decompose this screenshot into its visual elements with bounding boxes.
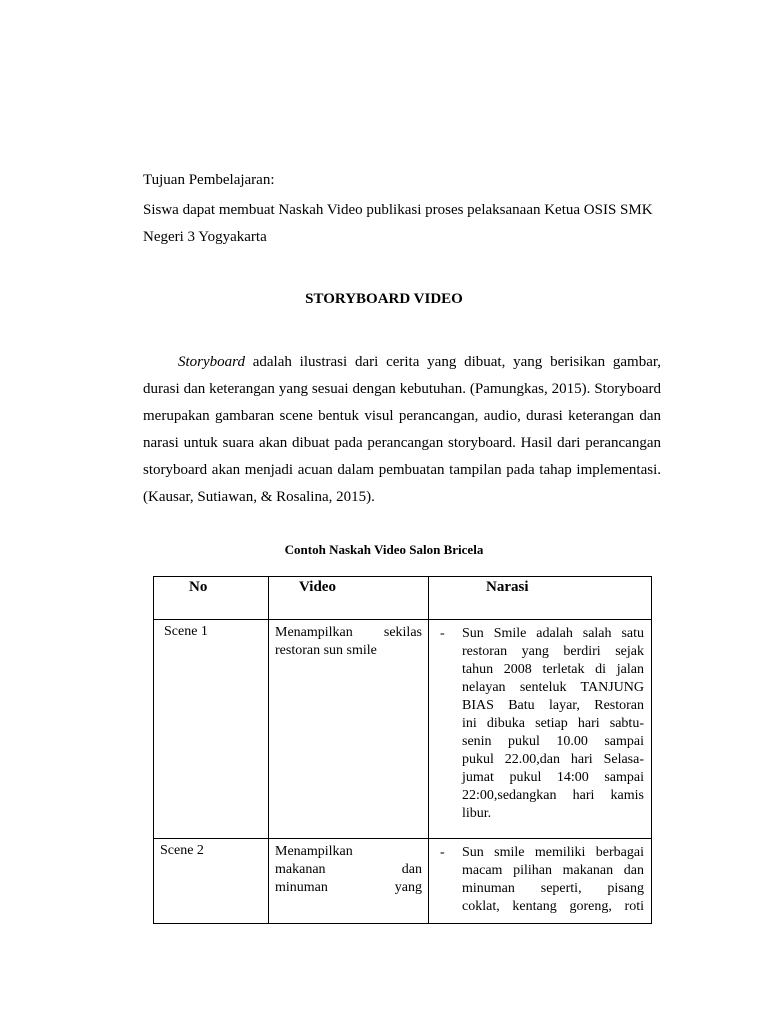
paragraph-line: (Kausar, Sutiawan, & Rosalina, 2015). xyxy=(143,489,375,505)
paragraph-line: storyboard akan menjadi acuan dalam pembuatan tampilan pada tahap implementasi. xyxy=(143,462,661,478)
goal-label: Tujuan Pembelajaran: xyxy=(143,172,275,188)
row-narasi: - Sun smile memiliki berbagai macam pilihan makanan dan minuman seperti, pisang coklat, kentang goreng, roti xyxy=(429,839,652,924)
goal-line-2: Negeri 3 Yogyakarta xyxy=(143,229,267,245)
header-video: Video xyxy=(269,577,429,620)
row-video: Menampilkan sekilas restoran sun smile xyxy=(269,620,429,839)
table-row xyxy=(154,620,652,839)
bullet-dash: - xyxy=(440,626,445,641)
header-no: No xyxy=(154,577,269,620)
storyboard-paragraph xyxy=(143,352,661,514)
bullet-dash: - xyxy=(440,845,445,860)
italic-term: Storyboard xyxy=(178,354,245,370)
table-title: Contoh Naskah Video Salon Bricela xyxy=(284,542,484,557)
paragraph-line: narasi untuk suara akan dibuat pada perancangan storyboard. Hasil dari perancangan xyxy=(143,435,661,451)
table-row xyxy=(154,839,652,924)
header-narasi: Narasi xyxy=(429,577,652,620)
table-header-row xyxy=(154,577,652,620)
row-no: Scene 1 xyxy=(154,620,269,839)
paragraph-line: Storyboard adalah ilustrasi dari cerita yang dibuat, yang berisikan gambar, xyxy=(178,354,661,370)
storyboard-table xyxy=(153,576,652,924)
paragraph-line: merupakan gambaran scene bentuk visul perancangan, audio, durasi keterangan dan xyxy=(143,408,661,424)
goal-line-1: Siswa dapat membuat Naskah Video publikasi proses pelaksanaan Ketua OSIS SMK xyxy=(143,202,653,218)
row-no: Scene 2 xyxy=(154,839,269,924)
paragraph-line: durasi dan keterangan yang sesuai dengan kebutuhan. (Pamungkas, 2015). Storyboard xyxy=(143,381,661,397)
row-video: Menampilkan makanan dan minuman yang xyxy=(269,839,429,924)
section-title: STORYBOARD VIDEO xyxy=(305,291,463,307)
row-narasi: - Sun Smile adalah salah satu restoran yang berdiri sejak tahun 2008 terletak di jalan nelayan senteluk TANJUNG BIAS Batu layar, Restoran ini dibuka setiap hari sabtu- senin pukul 10.00 sampai pukul 22.00,dan hari Selasa- jumat pukul 14:00 sampai 22:00,sedangkan hari kamis libur. xyxy=(429,620,652,839)
